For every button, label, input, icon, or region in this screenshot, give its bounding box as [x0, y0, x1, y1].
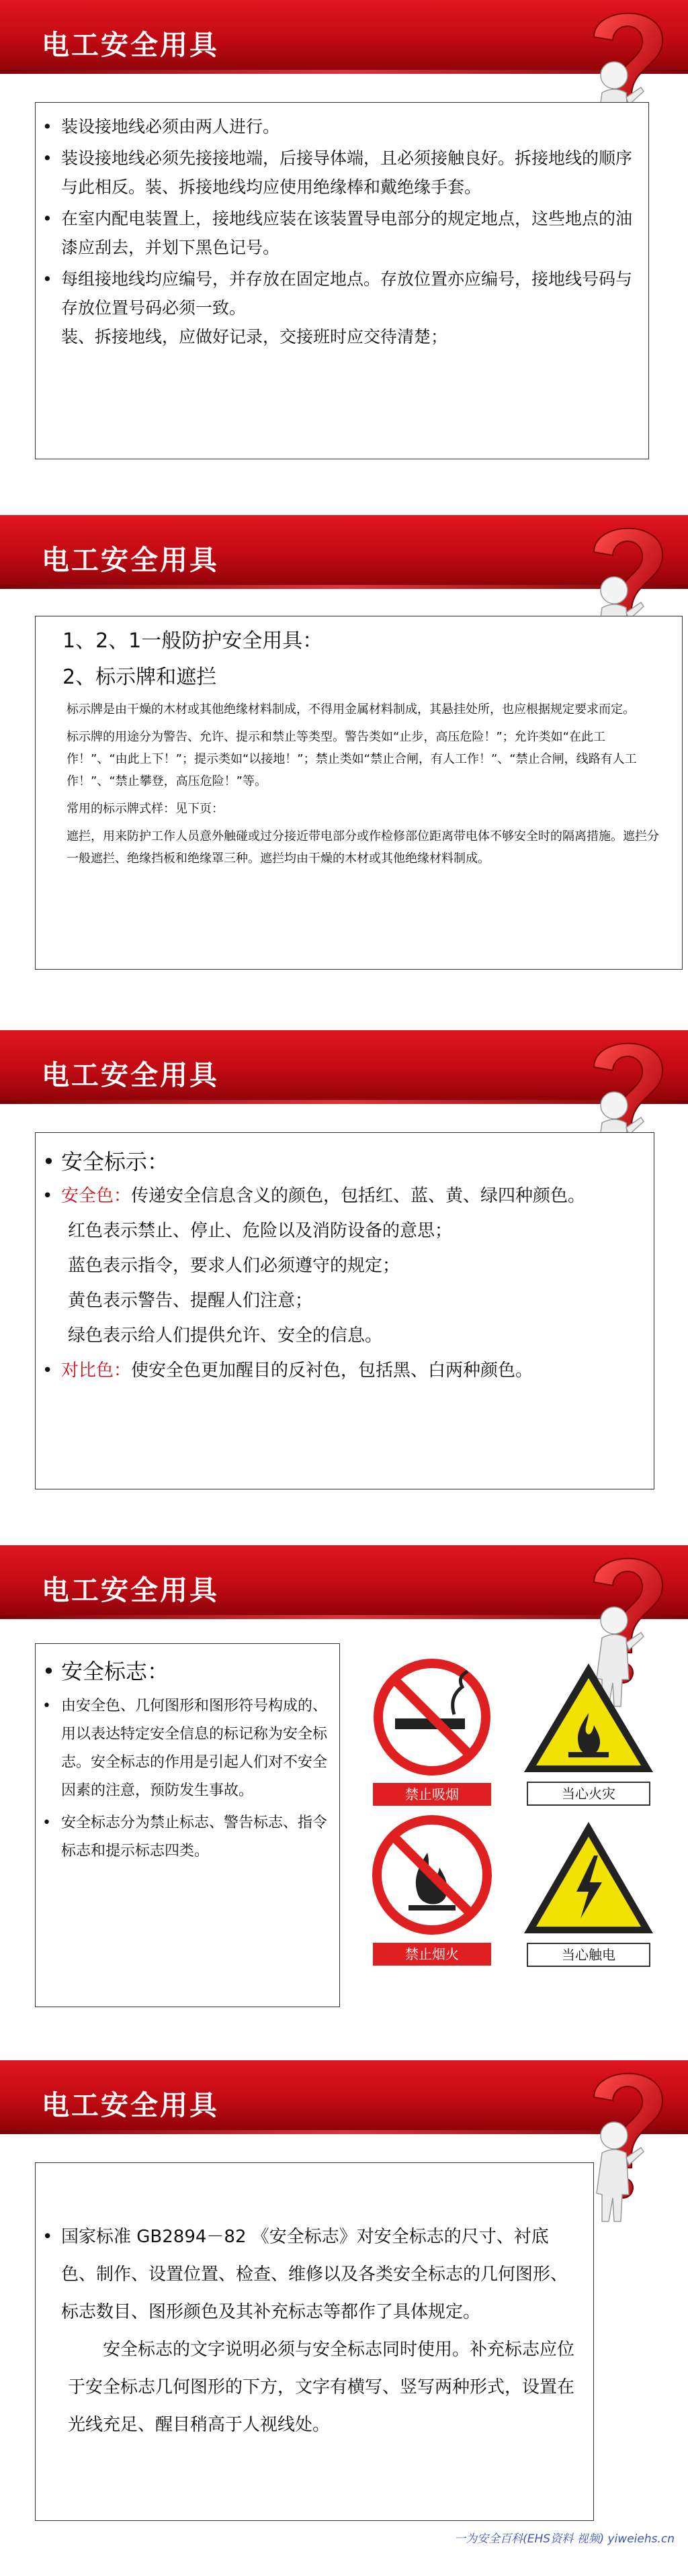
slide-title: 电工安全用具 — [42, 2089, 219, 2121]
fire-warning-sign — [519, 1658, 658, 1803]
shock-warning-sign — [519, 1816, 658, 1967]
slide-title: 电工安全用具 — [42, 544, 219, 576]
no-fire-sign — [368, 1812, 496, 1971]
bullet-heading: • 安全标示： — [36, 1145, 654, 1179]
heading-1: 1、2、1一般防护安全用具： — [62, 629, 323, 653]
bullet-item: • 安全标志分为禁止标志、警告标志、指令标志和提示标志四类。 — [36, 1809, 330, 1866]
sign-label: 当心触电 — [527, 1943, 650, 1967]
no-smoking-sign — [368, 1657, 496, 1806]
electric-shock-icon — [519, 1816, 658, 1937]
slide-title: 电工安全用具 — [42, 1059, 219, 1091]
line: 蓝色表示指令，要求人们必须遵守的规定； — [68, 1256, 400, 1276]
content-box — [35, 616, 683, 970]
slide-5 — [0, 2060, 688, 2552]
sign-label: 当心火灾 — [527, 1782, 650, 1806]
line: 黄色表示警告、提醒人们注意； — [68, 1291, 313, 1311]
content-box — [35, 1643, 340, 2007]
bullet-item: • 对比色：使安全色更加醒目的反衬色，包括黑、白两种颜色。 — [36, 1353, 654, 1388]
sign-label: 禁止烟火 — [373, 1943, 491, 1966]
slide-title: 电工安全用具 — [42, 1574, 219, 1606]
paragraph: 标示牌的用途分为警告、允许、提示和禁止等类型。警告类如“止步，高压危险！”；允许类如“在此工作！”、“由此上下！”；提示类如“以接地！”；禁止类如“禁止合闸，有人工作！”、“禁止合闸，线路有人工作！”、“禁止攀登，高压危险！”等。 — [67, 730, 637, 788]
slide-4 — [0, 1545, 688, 2037]
slide-2 — [0, 515, 688, 1007]
paragraph: 遮拦，用来防护工作人员意外触碰或过分接近带电部分或作检修部位距离带电体不够安全时的隔离措施。遮拦分一般遮拦、绝缘挡板和绝缘罩三种。遮拦均由干燥的木材或其他绝缘材料制成。 — [67, 829, 659, 866]
no-fire-icon — [368, 1812, 496, 1937]
bullet-item: • 装设接地线必须由两人进行。 — [36, 112, 635, 141]
bullet-item: • 国家标准 GB2894－82 《安全标志》对安全标志的尺寸、衬底色、制作、设置位置、检查、维修以及各类安全标志的几何图形、标志数目、图形颜色及其补充标志等都作了具体规定。 — [36, 2218, 581, 2331]
bullet-item: • 每组接地线均应编号，并存放在固定地点。存放位置亦应编号，接地线号码与存放位置号码必须一致。 — [36, 265, 635, 322]
fire-warning-icon — [519, 1658, 658, 1776]
line: 红色表示禁止、停止、危险以及消防设备的意思； — [68, 1221, 453, 1241]
heading-2: 2、标示牌和遮拦 — [62, 665, 217, 689]
slide-1 — [0, 0, 688, 492]
bullet-item: • 在室内配电装置上，接地线应装在该装置导电部分的规定地点，这些地点的油漆应刮去，并划下黑色记号。 — [36, 204, 635, 262]
sign-label: 禁止吸烟 — [373, 1783, 491, 1806]
bullet-item: • 安全色：传递安全信息含义的颜色，包括红、蓝、黄、绿四种颜色。 — [36, 1179, 647, 1213]
bullet-item: • 装设接地线必须先接接地端，后接导体端，且必须接触良好。拆接地线的顺序与此相反。装、拆接地线均应使用绝缘棒和戴绝缘手套。 — [36, 144, 635, 201]
slide-title: 电工安全用具 — [42, 29, 219, 61]
line: 绿色表示给人们提供允许、安全的信息。 — [68, 1326, 383, 1346]
slide-3 — [0, 1030, 688, 1522]
bullet-heading: • 安全标志： — [36, 1655, 339, 1688]
paragraph: 标示牌是由干燥的木材或其他绝缘材料制成，不得用金属材料制成，其悬挂处所，也应根据规定要求而定。 — [67, 702, 635, 717]
content-box — [35, 1132, 654, 1489]
paragraph: 安全标志的文字说明必须与安全标志同时使用。补充标志应位于安全标志几何图形的下方，文字有横写、竖写两种形式，设置在光线充足、醒目稍高于人视线处。 — [68, 2340, 575, 2435]
no-smoking-icon — [368, 1657, 496, 1778]
footer-text: 一为安全百科(EHS资料 视频) yiweiehs.cn — [454, 2532, 675, 2546]
paragraph: 常用的标示牌式样：见下页： — [67, 802, 224, 816]
content-box — [35, 2162, 594, 2521]
bullet-item: • 由安全色、几何图形和图形符号构成的、用以表达特定安全信息的标记称为安全标志。安全标志的作用是引起人们对不安全因素的注意，预防发生事故。 — [36, 1692, 330, 1805]
content-box — [35, 102, 649, 459]
tail-text: 装、拆接地线，应做好记录，交接班时应交待清楚； — [61, 327, 448, 347]
